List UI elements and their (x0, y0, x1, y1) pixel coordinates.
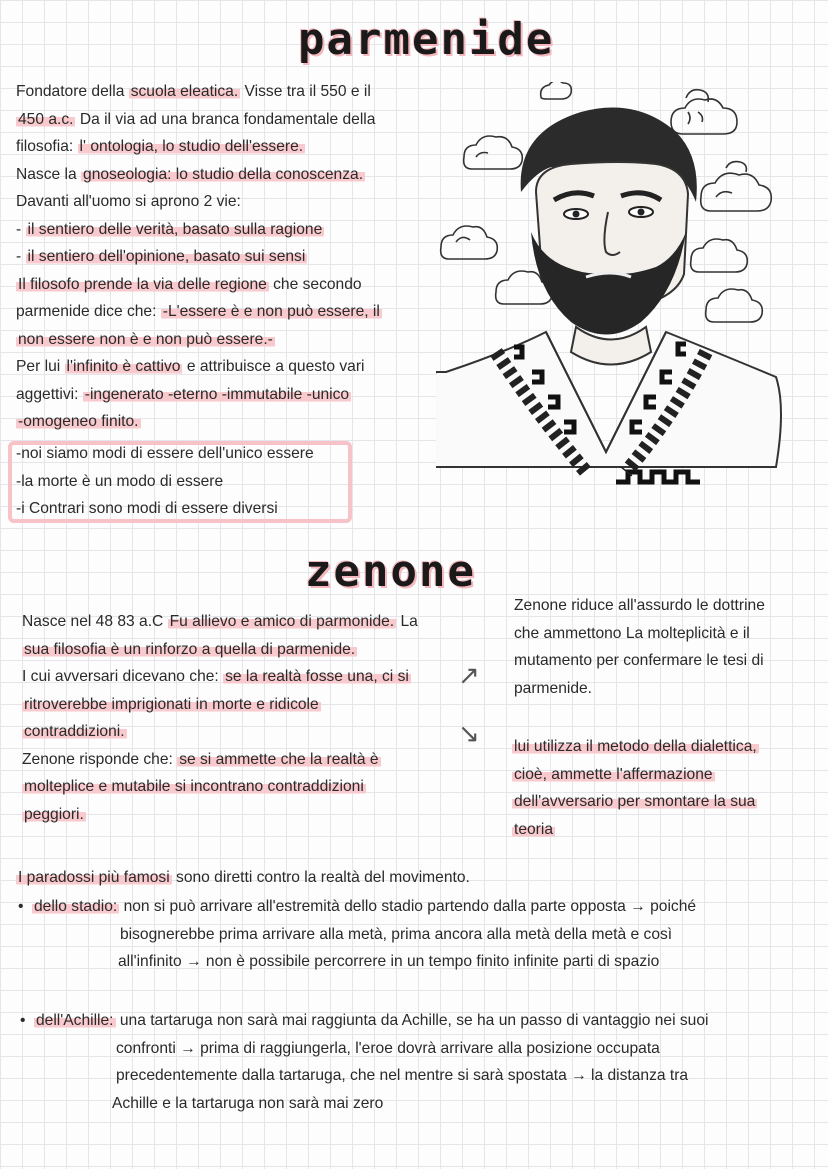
text-segment: parmenide dice che: (16, 303, 161, 320)
highlighted-text: dell'avversario per smontare la sua (514, 793, 756, 810)
paradosso-stadio (18, 893, 697, 976)
highlighted-text: sua filosofia è un rinforzo a quella di parmenide. (24, 640, 356, 658)
parmenide-boxed-text (16, 440, 314, 523)
text-segment: Nasce la (16, 165, 82, 183)
text-line (22, 691, 418, 719)
paradosso-achille (20, 1007, 709, 1117)
text-segment: che secondo (268, 275, 362, 293)
text-line (512, 733, 759, 761)
highlighted-text: non essere non è e non può essere.- (18, 330, 273, 348)
text-line (22, 801, 418, 829)
text-line: parmenide. (514, 679, 593, 697)
text-line (16, 381, 382, 409)
highlighted-text: -L'essere è e non può essere, il (162, 303, 380, 320)
label-stadio: dello stadio: (34, 898, 118, 915)
highlighted-text: I paradossi più famosi (18, 869, 170, 886)
text-line (16, 216, 382, 244)
highlighted-text: teoria (514, 820, 554, 838)
highlighted-text: Fu allievo e amico di parmonide. (169, 613, 395, 630)
text-segment: filosofia: (16, 138, 78, 155)
text-line (16, 353, 382, 381)
text-line (16, 243, 382, 271)
title-parmenide: parmenide (298, 14, 555, 65)
text-segment: Da il via ad una branca fondamentale della (75, 110, 376, 128)
text-line: Zenone riduce all'assurdo le dottrine (514, 597, 765, 614)
highlighted-text: lui utilizza il metodo della dialettica, (514, 738, 757, 755)
text-segment: - (16, 220, 26, 238)
text-line (16, 188, 382, 216)
parmenide-text (16, 78, 382, 436)
text-segment: La (396, 613, 418, 630)
highlighted-text: il sentiero delle verità, basato sulla ragione (27, 220, 323, 238)
bullet-achille: • (20, 1012, 26, 1029)
stadio-line: bisognerebbe prima arrivare alla metà, prima ancora alla metà della metà e così (120, 925, 673, 943)
text-line (22, 773, 418, 801)
achille-line: precedentemente dalla tartaruga, che nel mentre si sarà spostata → la distanza tra (116, 1067, 689, 1084)
arrow-down-right: ↘ (458, 718, 480, 748)
text-segment: I cui avversari dicevano che: (22, 668, 224, 685)
text-segment: Fondatore della (16, 83, 129, 100)
text-line (22, 718, 418, 746)
text-line (16, 133, 382, 161)
text-line (16, 408, 382, 436)
highlighted-text: molteplice e mutabile si incontrano contraddizioni (24, 778, 364, 795)
highlighted-text: gnoseologia: lo studio della conoscenza. (83, 165, 364, 183)
arrow-up-right: ↗ (458, 660, 480, 690)
text-segment: aggettivi: (16, 385, 83, 403)
text-line (22, 636, 418, 664)
highlighted-text: cioè, ammette l'affermazione (514, 765, 713, 783)
parmenides-portrait-illustration (436, 82, 816, 512)
title-zenone: zenone (305, 546, 476, 597)
highlighted-text: il sentiero dell'opinione, basato sui sensi (27, 248, 306, 265)
text-line (22, 746, 418, 774)
text-line: mutamento per confermare le tesi di (514, 652, 764, 669)
text-line (512, 761, 759, 789)
text-line (16, 298, 382, 326)
paradossi-intro (16, 864, 470, 892)
text-line: -la morte è un modo di essere (16, 472, 224, 490)
text-line (16, 161, 382, 189)
label-achille: dell'Achille: (36, 1012, 114, 1029)
text-line (22, 663, 418, 691)
text-line (512, 816, 759, 844)
achille-line: una tartaruga non sarà mai raggiunta da Achille, se ha un passo di vantaggio nei suoi (115, 1012, 709, 1029)
highlighted-text: peggiori. (24, 805, 84, 823)
highlighted-text: contraddizioni. (24, 723, 125, 740)
bullet-stadio: • (18, 898, 24, 915)
text-line (16, 271, 382, 299)
highlighted-text: -omogeneo finito. (18, 413, 139, 430)
highlighted-text: se si ammette che la realtà è (179, 750, 379, 768)
highlighted-text: ritroverebbe imprigionati in morte e ridicole (24, 695, 319, 713)
text-segment: sono diretti contro la realtà del movimento. (171, 869, 470, 886)
text-line (16, 106, 382, 134)
highlighted-text: -ingenerato -eterno -immutabile -unico (84, 385, 350, 403)
achille-line: Achille e la tartaruga non sarà mai zero (112, 1094, 384, 1112)
achille-line: confronti → prima di raggiungerla, l'eroe dovrà arrivare alla posizione occupata (116, 1039, 660, 1057)
text-segment: Zenone risponde che: (22, 750, 178, 768)
highlighted-text: l'infinito è cattivo (66, 358, 181, 375)
text-line (512, 788, 759, 816)
highlighted-text: 450 a.c. (18, 110, 74, 128)
text-line: che ammettono La molteplicità e il (514, 624, 750, 642)
highlighted-text: Il filosofo prende la via delle regione (18, 275, 267, 293)
text-line (16, 78, 382, 106)
text-line (16, 864, 470, 892)
stadio-line: non si può arrivare all'estremità dello stadio partendo dalla parte opposta → poiché (119, 898, 697, 915)
text-segment: - (16, 248, 26, 265)
highlighted-text: scuola eleatica. (130, 83, 239, 100)
text-segment: Per lui (16, 358, 65, 375)
stadio-line: all'infinito → non è possibile percorrere in un tempo finito infinite parti di spazio (118, 953, 660, 970)
text-segment: Davanti all'uomo si aprono 2 vie: (16, 193, 241, 210)
highlighted-text: l' ontologia, lo studio dell'essere. (79, 138, 304, 155)
text-segment: Visse tra il 550 e il (240, 83, 371, 100)
text-line: -i Contrari sono modi di essere diversi (16, 500, 278, 517)
zenone-left-text (22, 608, 418, 828)
text-line (16, 326, 382, 354)
text-line: -noi siamo modi di essere dell'unico essere (16, 445, 314, 462)
zenone-right-bottom-text (512, 733, 759, 843)
text-segment: Nasce nel 48 83 a.C (22, 613, 168, 630)
zenone-right-top-text (514, 592, 765, 702)
text-line (22, 608, 418, 636)
highlighted-text: se la realtà fosse una, ci si (225, 668, 409, 685)
text-segment: e attribuisce a questo vari (182, 358, 365, 375)
